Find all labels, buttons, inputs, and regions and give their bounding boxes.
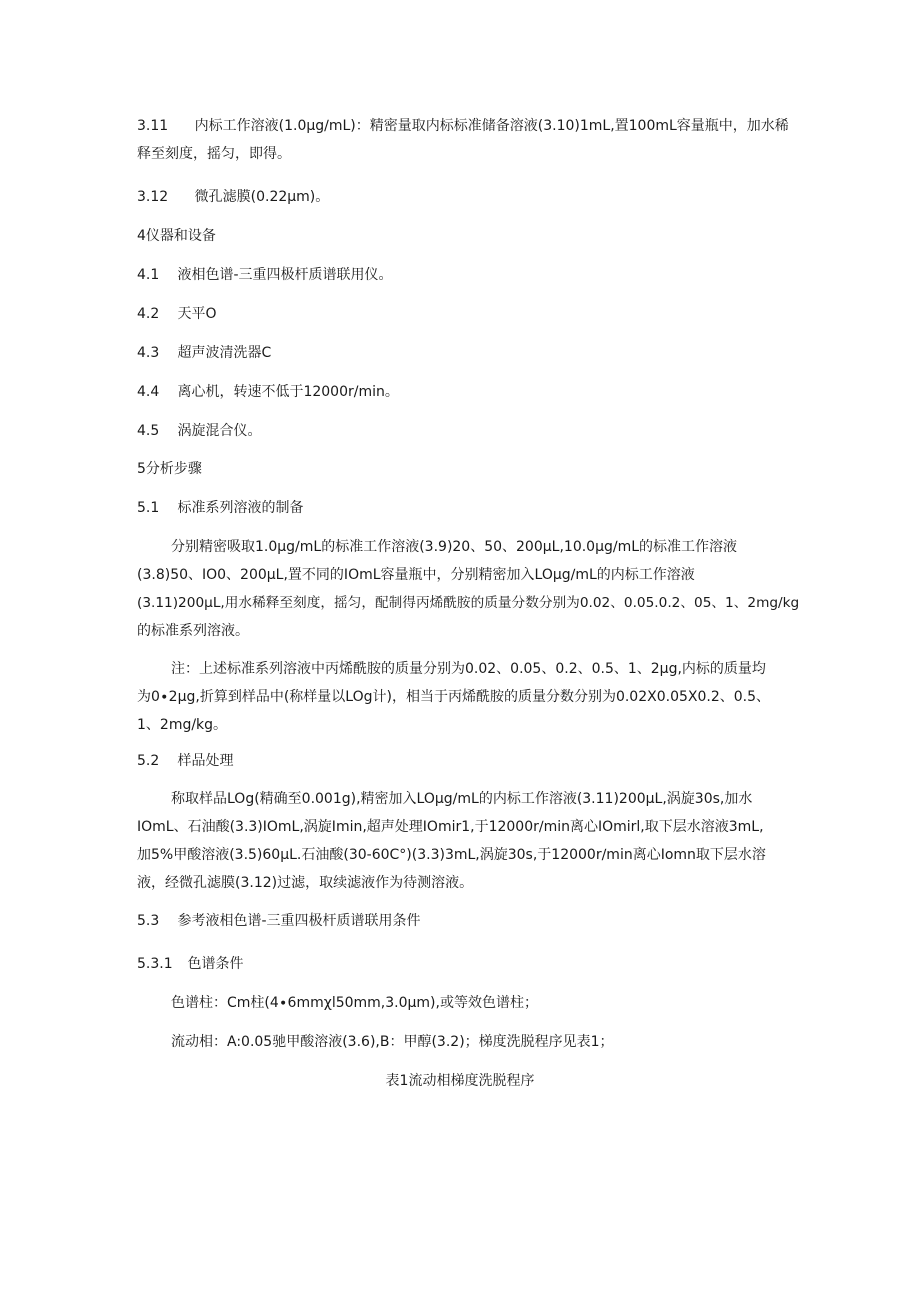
section-number: 3.12 [137,189,169,205]
section-4-2 [137,304,216,324]
note-line: 1、2mg/kg。 [137,717,228,733]
section-3-12 [137,187,329,207]
paragraph-line: 液，经微孔滤膜(3.12)过滤，取续滤液作为待测溶液。 [137,875,474,891]
section-number: 5.3 [137,913,160,929]
section-number: 4.4 [137,384,160,400]
paragraph-line: (3.11)200μL,用水稀释至刻度，摇匀，配制得丙烯酰胺的质量分数分别为0.02、0.05.0.2、05、1、2mg/kg [137,595,800,611]
section-text: 天平O [177,306,217,322]
heading-4: 4仪器和设备 [137,228,216,244]
section-5-1 [137,498,303,518]
section-text: 样品处理 [177,753,234,769]
section-3-11 [137,116,789,136]
note-line: 注：上述标准系列溶液中丙烯酰胺的质量分别为0.02、0.05、0.2、0.5、1、2μg,内标的质量均 [171,661,766,677]
section-text: 微孔滤膜(0.22μm)。 [194,189,330,205]
section-4-5 [137,421,261,441]
section-text: 标准系列溶液的制备 [177,500,304,516]
paragraph-line: IOmL、石油酸(3.3)IOmL,涡旋Imin,超声处理IOmir1,于12000r∕min离心IOmirl,取下层水溶液3mL, [137,819,764,835]
section-number: 5.2 [137,753,160,769]
section-number: 4.1 [137,267,160,283]
note-line: 为0∙2μg,折算到样品中(称样量以LOg计)，相当于丙烯酰胺的质量分数分别为0.02X0.05X0.2、0.5、 [137,689,771,705]
section-text: 涡旋混合仪。 [177,423,262,439]
paragraph-line: 的标准系列溶液。 [137,623,249,639]
section-5-3 [137,911,421,931]
mobile-phase-spec: 流动相：A:0.05驰甲酸溶液(3.6),B：甲醇(3.2)；梯度洗脱程序见表1； [171,1034,614,1050]
section-number: 4.2 [137,306,160,322]
section-text: 离心机，转速不低于12000r/min。 [177,384,399,400]
section-text: 内标工作溶液(1.0μg∕mL)：精密量取内标标准储备溶液(3.10)1mL,置100mL容量瓶中，加水稀 [194,118,789,134]
table-caption: 表1流动相梯度洗脱程序 [385,1073,535,1089]
section-number: 5.1 [137,500,160,516]
section-text: 液相色谱-三重四极杆质谱联用仪。 [177,267,393,283]
section-4-3 [137,343,271,363]
paragraph-line: 分别精密吸取1.0μg∕mL的标准工作溶液(3.9)20、50、200μL,10.0μg∕mL的标准工作溶液 [171,539,738,555]
section-number: 4.5 [137,423,160,439]
paragraph-line: 加5%甲酸溶液(3.5)60μL.石油酸(30-60C°)(3.3)3mL,涡旋30s,于12000r∕min离心Iomn取下层水溶 [137,847,766,863]
section-text: 色谱条件 [187,956,244,972]
section-4-4 [137,382,399,402]
section-5-2 [137,751,233,771]
section-3-11-continuation: 释至刻度，摇匀，即得。 [137,146,291,162]
section-text: 参考液相色谱-三重四极杆质谱联用条件 [177,913,421,929]
section-5-3-1 [137,954,243,974]
paragraph-line: 称取样品LOg(精确至0.001g),精密加入LOμg∕mL的内标工作溶液(3.11)200μL,涡旋30s,加水 [171,791,753,807]
section-text: 超声波清洗器C [177,345,272,361]
column-spec: 色谱柱：Cm柱(4∙6mmχl50mm,3.0μm),或等效色谱柱； [171,995,538,1011]
section-number: 3.11 [137,118,169,134]
paragraph-line: (3.8)50、IO0、200μL,置不同的IOmL容量瓶中，分别精密加入LOμg∕mL的内标工作溶液 [137,567,695,583]
heading-5: 5分析步骤 [137,461,202,477]
section-number: 4.3 [137,345,160,361]
section-number: 5.3.1 [137,956,173,972]
section-4-1 [137,265,393,285]
